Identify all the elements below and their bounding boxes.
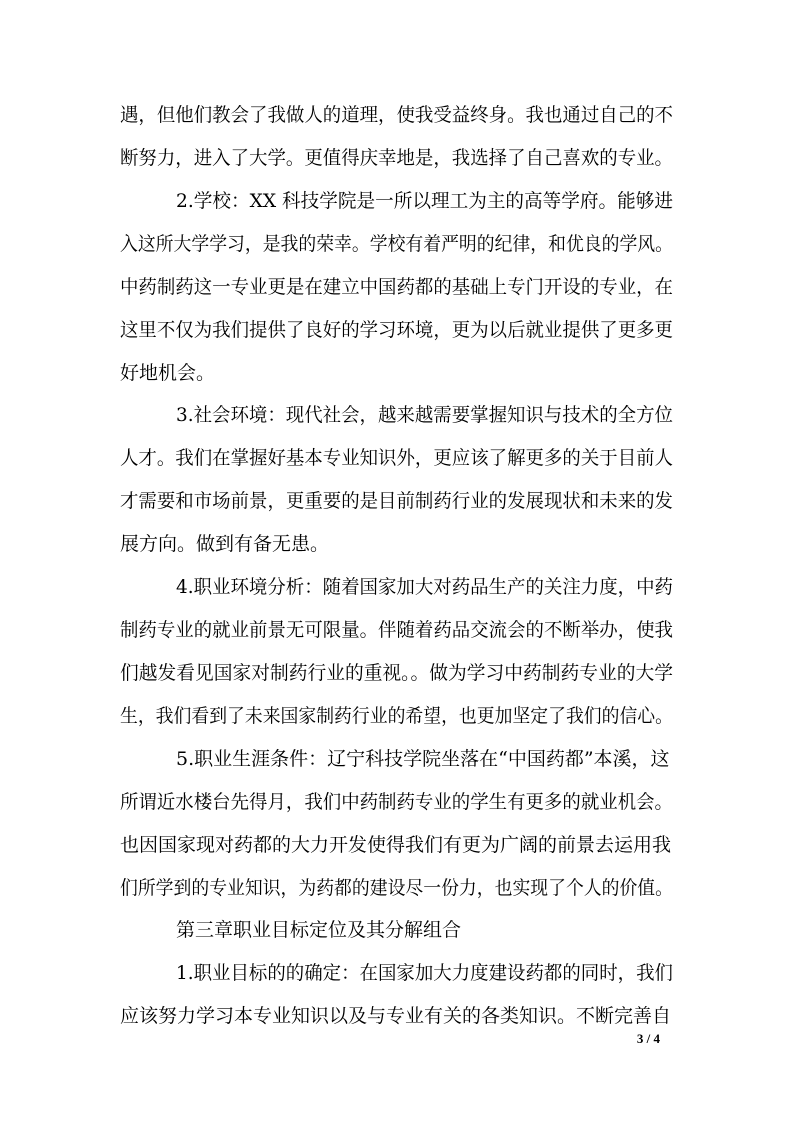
text-line-content: 断努力，进入了大学。更值得庆幸地是，我选择了自己喜欢的专业。 [120, 147, 673, 169]
text-line [0, 353, 793, 393]
text-line [0, 996, 793, 1036]
paragraph-first-line [0, 953, 793, 993]
paragraph-first-line [0, 395, 793, 435]
text-line [0, 138, 793, 178]
text-line [0, 696, 793, 736]
paragraph-first-line [0, 181, 793, 221]
text-line-content: 5.职业生涯条件：辽宁科技学院坐落在“中国药都”本溪，这 [176, 748, 670, 770]
text-line-content: 人才。我们在掌握好基本专业知识外，更应该了解更多的关于目前人 [120, 447, 673, 469]
text-line [0, 224, 793, 264]
text-line-content: 4.职业环境分析：随着国家加大对药品生产的关注力度，中药 [176, 576, 673, 598]
text-line [0, 782, 793, 822]
text-line-content: 所谓近水楼台先得月，我们中药制药专业的学生有更多的就业机会。 [120, 791, 673, 813]
text-line-content: 1.职业目标的的确定：在国家加大力度建设药都的同时，我们 [176, 962, 673, 984]
text-line [0, 524, 793, 564]
text-line [0, 825, 793, 865]
text-line-content: 们所学到的专业知识，为药都的建设尽一份力，也实现了个人的价值。 [120, 877, 673, 899]
text-line-content: 遇，但他们教会了我做人的道理，使我受益终身。我也通过自己的不 [120, 104, 673, 126]
text-line [0, 653, 793, 693]
text-line [0, 310, 793, 350]
page-number: 3 / 4 [636, 1031, 660, 1046]
text-line-content: 应该努力学习本专业知识以及与专业有关的各类知识。不断完善自 [120, 1005, 672, 1027]
text-line [0, 267, 793, 307]
text-line-content: 2.学校：XX 科技学院是一所以理工为主的高等学府。能够进 [176, 190, 673, 212]
text-line-content: 才需要和市场前景，更重要的是目前制药行业的发展现状和未来的发 [120, 490, 673, 512]
text-line-content: 中药制药这一专业更是在建立中国药都的基础上专门开设的专业，在 [120, 276, 673, 298]
text-line [0, 610, 793, 650]
text-line-content: 展方向。做到有备无患。 [120, 533, 330, 555]
text-line-content: 入这所大学学习，是我的荣幸。学校有着严明的纪律，和优良的学风。 [120, 233, 673, 255]
text-line-content: 好地机会。 [120, 362, 216, 384]
text-line-content: 们越发看见国家对制药行业的重视。。做为学习中药制药专业的大学 [120, 662, 673, 684]
text-line-content: 生，我们看到了未来国家制药行业的希望，也更加坚定了我们的信心。 [120, 705, 673, 727]
text-line-content: 制药专业的就业前景无可限量。伴随着药品交流会的不断举办，使我 [120, 619, 673, 641]
text-line-content: 也因国家现对药都的大力开发使得我们有更为广阔的前景去运用我 [120, 834, 672, 856]
text-line [0, 481, 793, 521]
text-line [0, 438, 793, 478]
paragraph-first-line [0, 739, 793, 779]
text-line [0, 95, 793, 135]
chapter-heading-text: 第三章职业目标定位及其分解组合 [176, 919, 462, 941]
text-line [0, 868, 793, 908]
paragraph-first-line [0, 567, 793, 607]
text-line-content: 3.社会环境：现代社会，越来越需要掌握知识与技术的全方位 [176, 404, 673, 426]
chapter-heading [0, 910, 793, 950]
text-line-content: 这里不仅为我们提供了良好的学习环境，更为以后就业提供了更多更 [120, 319, 673, 341]
